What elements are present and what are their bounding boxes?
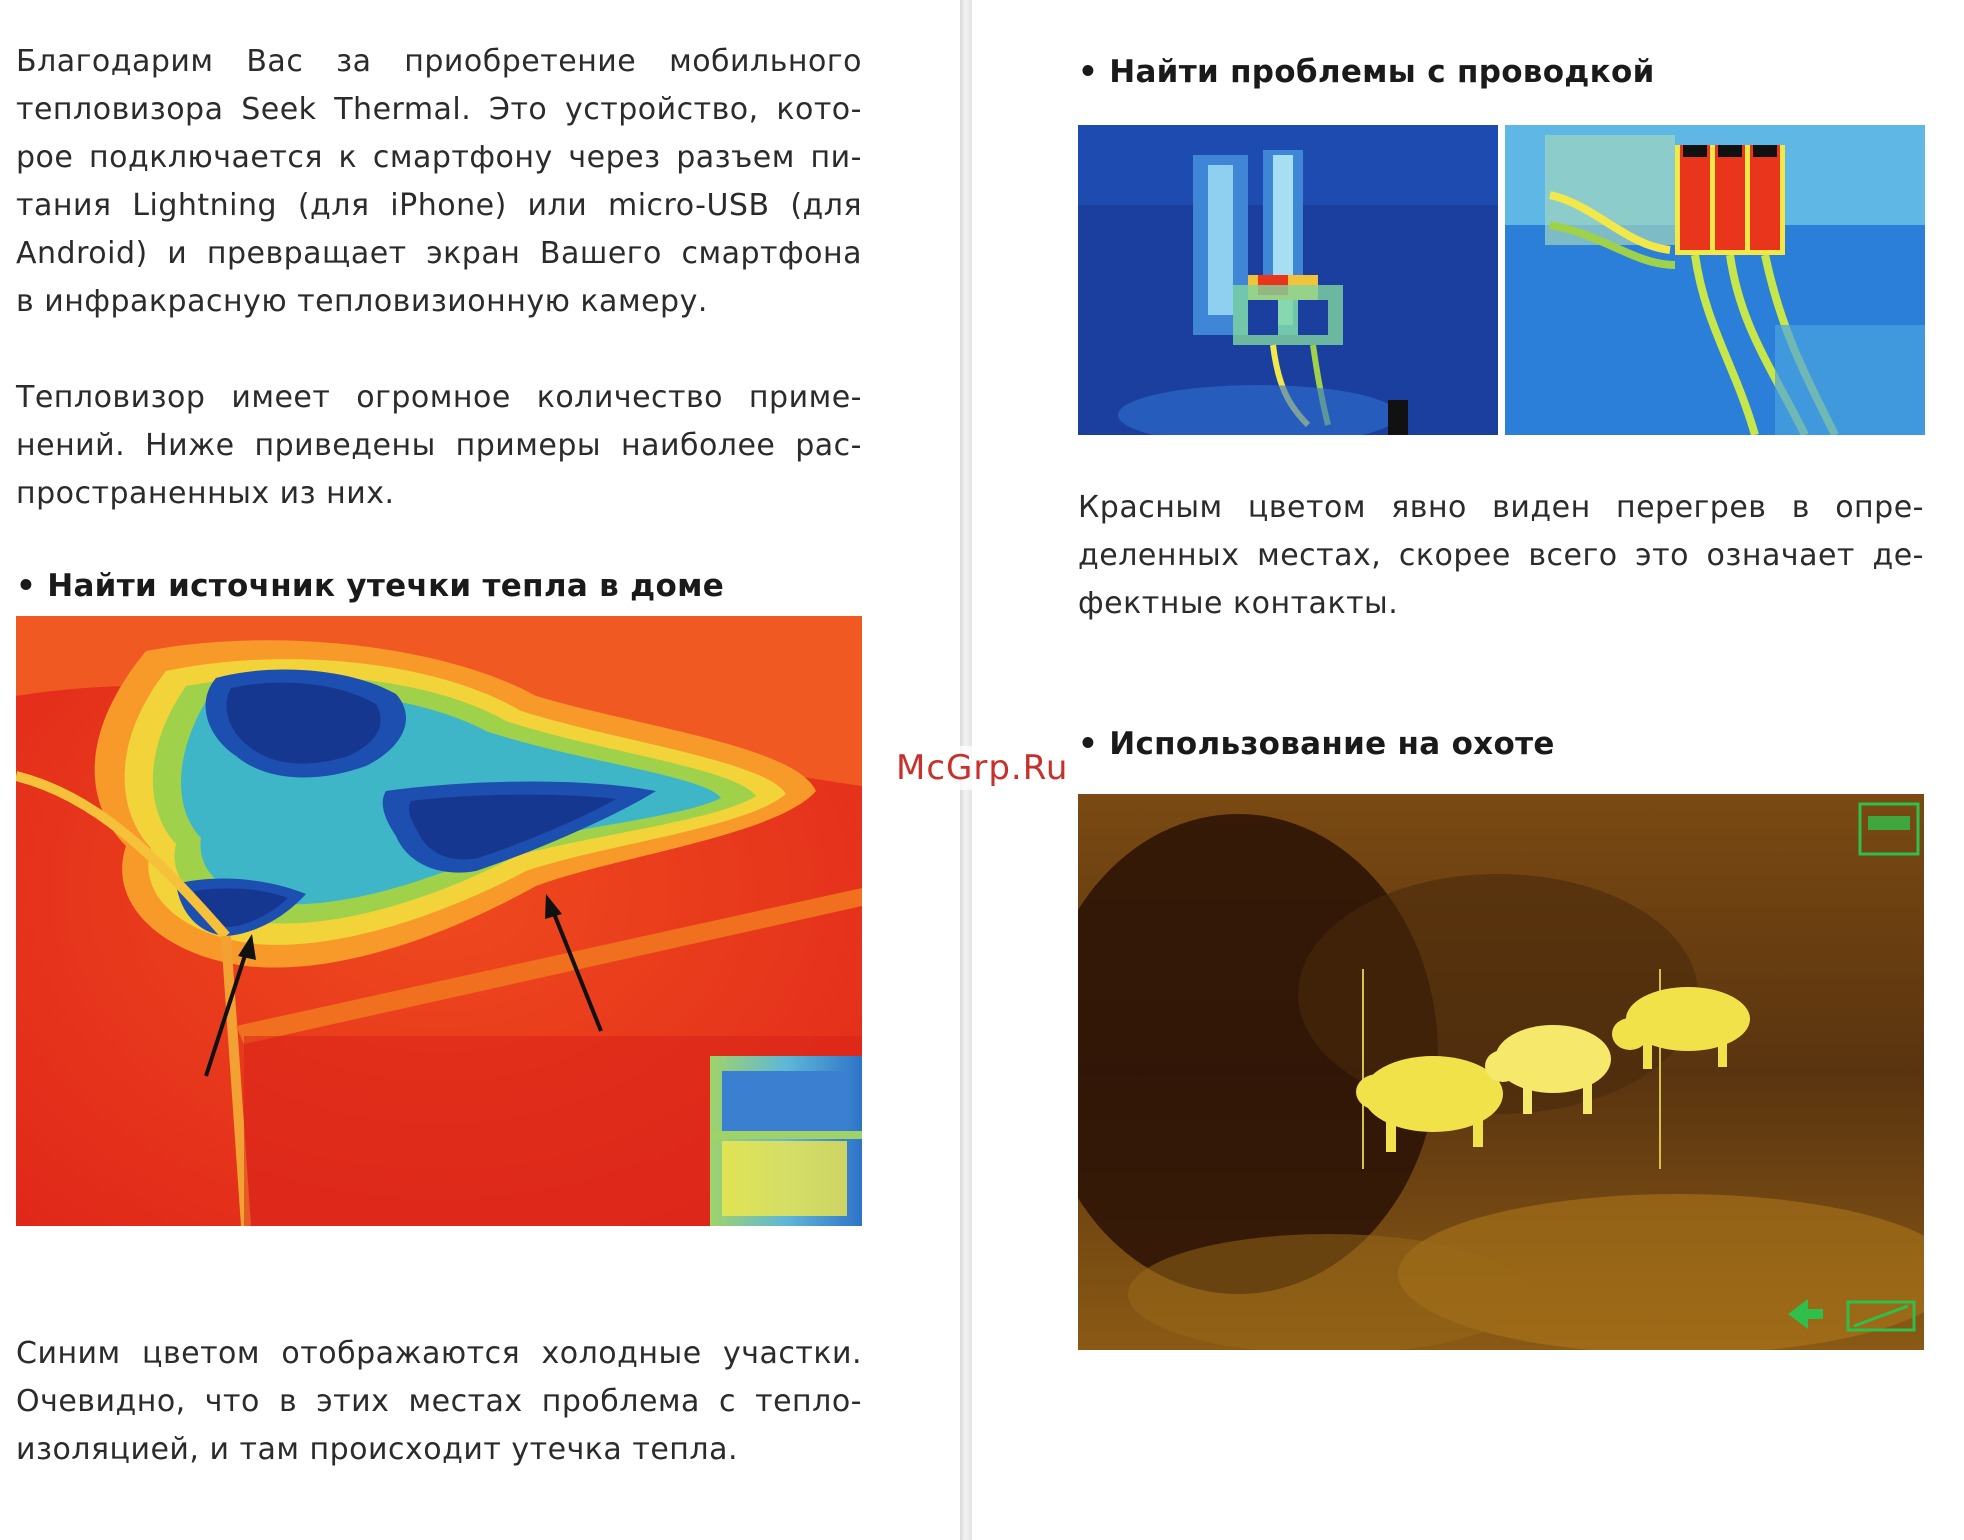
- hunting-heading: • Использование на охоте: [1078, 726, 1555, 762]
- intro-line: рое подключается к смартфону через разъем пи-: [16, 140, 862, 175]
- wiring-thermal-image-left: [1078, 125, 1498, 435]
- watermark: McGrp.Ru: [890, 746, 1074, 790]
- heat-leak-caption-line: Синим цветом отображаются холодные участки.: [16, 1336, 862, 1371]
- uses-line: Тепловизор имеет огромное количество приме-: [16, 380, 862, 415]
- wiring-caption-line: Красным цветом явно виден перегрев в опре-: [1078, 490, 1924, 525]
- wiring-thermal-image-right: [1505, 125, 1925, 435]
- intro-line: тепловизора Seek Thermal. Это устройство, кото-: [16, 92, 862, 127]
- heat-leak-heading: • Найти источник утечки тепла в доме: [16, 568, 725, 604]
- uses-line: пространенных из них.: [16, 476, 395, 511]
- intro-line: тания Lightning (для iPhone) или micro-USB (для: [16, 188, 862, 223]
- wiring-caption-line: деленных местах, скорее всего это означает де-: [1078, 538, 1924, 573]
- uses-paragraph: [16, 374, 862, 518]
- heat-leak-caption-line: Очевидно, что в этих местах проблема с тепло-: [16, 1384, 862, 1419]
- heat-leak-caption-line: изоляцией, и там происходит утечка тепла.: [16, 1432, 738, 1467]
- intro-paragraph: [16, 38, 862, 326]
- heat-leak-thermal-image: [16, 616, 862, 1226]
- intro-line: Благодарим Вас за приобретение мобильного: [16, 44, 862, 79]
- intro-line: в инфракрасную тепловизионную камеру.: [16, 284, 708, 319]
- hunting-thermal-image: [1078, 794, 1924, 1350]
- wiring-caption: [1078, 484, 1924, 628]
- uses-line: нений. Ниже приведены примеры наиболее рас-: [16, 428, 862, 463]
- intro-line: Android) и превращает экран Вашего смартфона: [16, 236, 862, 271]
- wiring-caption-line: фектные контакты.: [1078, 586, 1399, 621]
- wiring-heading: • Найти проблемы с проводкой: [1078, 54, 1655, 90]
- heat-leak-caption: [16, 1330, 862, 1474]
